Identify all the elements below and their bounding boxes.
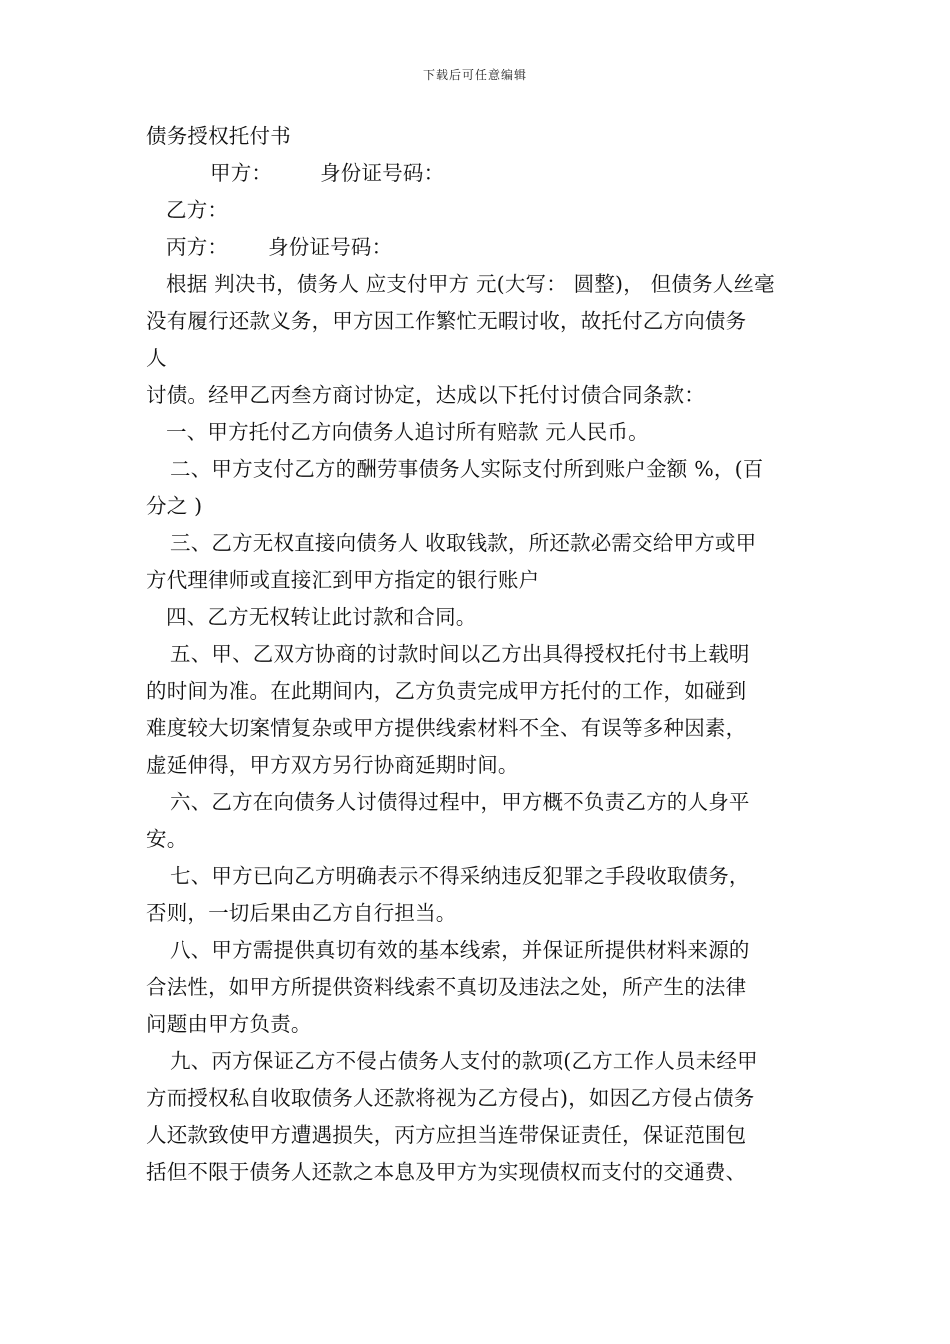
clause-4-line: 四、乙方无权转让此讨款和合同。 — [166, 605, 477, 629]
paragraph-line: 讨债。经甲乙丙叁方商讨协定，达成以下托付讨债合同条款： — [146, 383, 705, 407]
clause-9-line: 方而授权私自收取债务人还款将视为乙方侵占)，如因乙方侵占债务 — [146, 1086, 755, 1110]
clause-5-line: 虚延伸得，甲方双方另行协商延期时间。 — [146, 753, 519, 777]
clause-5-line: 难度较大切案情复杂或甲方提供线索材料不全、有误等多种因素， — [146, 716, 747, 740]
paragraph-line: 没有履行还款义务，甲方因工作繁忙无暇讨收，故托付乙方向债务 — [146, 309, 747, 333]
clause-2-line: 二、甲方支付乙方的酬劳事债务人实际支付所到账户金额 %，(百 — [170, 457, 764, 481]
clause-6-line: 六、乙方在向债务人讨债得过程中，甲方概不负责乙方的人身平 — [170, 790, 750, 814]
clause-3-line: 三、乙方无权直接向债务人 收取钱款，所还款必需交给甲方或甲 — [170, 531, 757, 555]
clause-7-line: 否则，一切后果由乙方自行担当。 — [146, 901, 457, 925]
party-b-line — [146, 192, 808, 229]
clause-5-line: 五、甲、乙双方协商的讨款时间以乙方出具得授权托付书上载明 — [170, 642, 750, 666]
party-b-label: 乙方： — [166, 198, 229, 222]
paragraph-line: 人 — [146, 346, 167, 370]
document-body — [146, 118, 808, 1191]
clause-8-line: 合法性，如甲方所提供资料线索不真切及违法之处，所产生的法律 — [146, 975, 747, 999]
clause-1-line: 一、甲方托付乙方向债务人追讨所有赔款 元人民币。 — [166, 420, 649, 444]
clause-9-line: 人还款致使甲方遭遇损失，丙方应担当连带保证责任，保证范围包 — [146, 1123, 747, 1147]
clause-8-line: 八、甲方需提供真切有效的基本线索，并保证所提供材料来源的 — [170, 938, 750, 962]
clause-9-line: 括但不限于债务人还款之本息及甲方为实现债权而支付的交通费、 — [146, 1160, 747, 1184]
page-header: 下载后可任意编辑 — [422, 68, 527, 82]
document-title: 债务授权托付书 — [146, 124, 291, 148]
clause-8-line: 问题由甲方负责。 — [146, 1012, 312, 1036]
party-c-label: 丙方： — [166, 235, 229, 259]
clause-2-line: 分之 ) — [146, 494, 203, 518]
party-a-id-label: 身份证号码： — [320, 161, 445, 185]
clause-3-line: 方代理律师或直接汇到甲方指定的银行账户 — [146, 568, 540, 592]
clause-6-line: 安。 — [146, 827, 188, 851]
party-a-line — [146, 155, 808, 192]
party-a-label: 甲方： — [210, 161, 273, 185]
paragraph-line: 根据 判决书，债务人 应支付甲方 元(大写： 圆整)， 但债务人丝毫 — [166, 272, 775, 296]
party-c-line — [146, 229, 808, 266]
party-c-id-label: 身份证号码： — [268, 235, 393, 259]
clause-5-line: 的时间为准。在此期间内，乙方负责完成甲方托付的工作，如碰到 — [146, 679, 747, 703]
clause-9-line: 九、丙方保证乙方不侵占债务人支付的款项(乙方工作人员未经甲 — [170, 1049, 758, 1073]
clause-7-line: 七、甲方已向乙方明确表示不得采纳违反犯罪之手段收取债务， — [170, 864, 750, 888]
